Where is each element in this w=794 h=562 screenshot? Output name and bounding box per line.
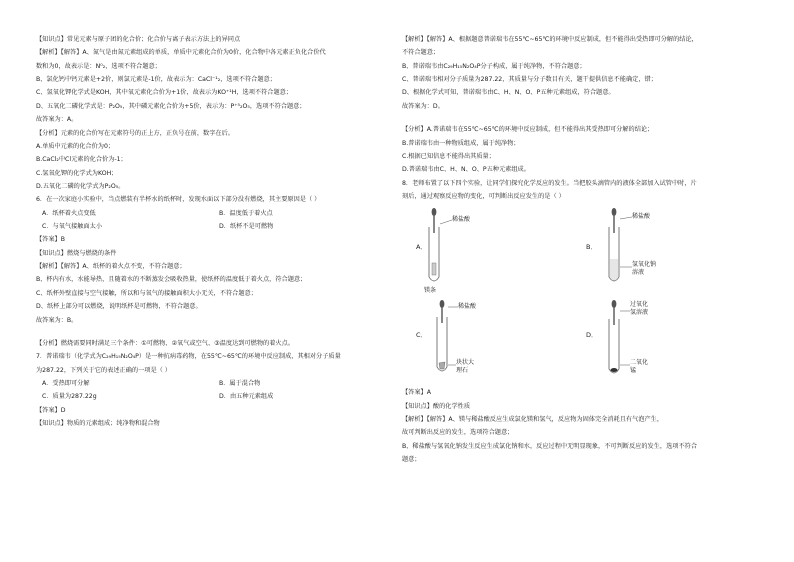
analysis-line: 数和为0，故表示是：N⁰₂，选项不符合题意； — [36, 62, 161, 70]
experiment-d — [582, 299, 742, 385]
option-d: D．纸杯不是可燃物 — [219, 223, 274, 231]
reagent-label: 稀盐酸 — [452, 216, 471, 224]
option-a: A．受热即可分解 — [42, 379, 90, 387]
dropper-test-tube-icon — [402, 299, 552, 385]
solid-label: 块状大理石 — [456, 359, 475, 375]
question-8-stem: 刻后，通过观察反应物的变化，可判断出反应发生的是（ ） — [402, 192, 565, 200]
answer-line: 故答案为：A。 — [36, 116, 78, 124]
reagent-label: 过氧化氢溶液 — [630, 301, 649, 317]
analysis-line: D、五氧化二磷化学式是：P₂O₅，其中磷元素化合价为+5价，表示为：P⁺⁵₂O₅，选项不符合题意； — [36, 102, 306, 110]
question-7-stem: 7．普诺瑞韦（化学式为C₂₉H₁₅N₂O₄P）是一种抗病毒药物，在55℃~65℃的环境中反应制成，其相对分子质量 — [36, 353, 341, 361]
experiment-b — [582, 207, 742, 295]
option-c: C．与氧气接触面太小 — [42, 223, 103, 231]
option-b: B．属于混合物 — [219, 379, 261, 387]
reagent-label: 稀盐酸 — [458, 303, 477, 311]
analysis-line: 题意； — [402, 456, 421, 464]
experiment-a — [402, 207, 552, 295]
option-letter: A． — [416, 243, 427, 252]
dropper-test-tube-icon — [402, 207, 552, 295]
knowledge-point: 【知识点】物质的元素组成；纯净物和混合物 — [36, 420, 160, 428]
analysis-line: 【解析】【解答】A、镁与稀盐酸反应生成氯化镁和氢气，反应物为固体完全消耗且有气泡产生， — [402, 416, 664, 424]
knowledge-point: 【知识点】燃烧与燃烧的条件 — [36, 249, 117, 257]
knowledge-point: 【知识点】常见元素与原子团的化合价；化合价与离子表示方法上的异同点 — [36, 36, 241, 43]
right-column — [402, 36, 764, 469]
analysis-line: 不符合题意； — [402, 49, 440, 57]
solution-label: 氢氧化钠溶液 — [632, 261, 657, 277]
explanation-line: C.氢氧化钾的化学式为KOH； — [36, 169, 118, 177]
solid-label: 镁条 — [424, 287, 437, 295]
left-column — [36, 36, 396, 433]
option-letter: D． — [586, 331, 598, 340]
analysis-line: D、根据化学式可知，普诺瑞韦由C、H、N、O、P五种元素组成，符合题意。 — [402, 89, 615, 97]
explanation-line: B.普诺瑞韦由一种物质组成，属于纯净物； — [402, 139, 520, 147]
question-6-options-row — [36, 223, 396, 231]
analysis-line: C、氢氧化钾化学式是KOH，其中氧元素化合价为+1价，故表示为KO⁺¹H，选项不符合题意； — [36, 89, 293, 97]
option-letter: B． — [586, 243, 597, 252]
question-6-stem: 6．在一次家庭小实验中，当点燃装有半杯水的纸杯时，发现水面以下部分没有燃烧，其主要原因是（ ） — [36, 196, 321, 204]
analysis-line: B、氯化钙中钙元素是+2价，则氯元素是-1价，故表示为：CaCl⁻¹₂，选项不符合题意； — [36, 76, 276, 84]
option-letter: C． — [416, 331, 428, 340]
analysis-line: C、普诺瑞韦相对分子质量为287.22，其质量与分子数目有关，题干提供信息不能确定，错； — [402, 76, 657, 84]
analysis-line: B、稀盐酸与氢氧化钠发生反应生成氯化钠和水，反应过程中无明显现象，不可判断反应的发生，选项不符合 — [402, 442, 698, 450]
explanation-line: D.五氧化二磷的化学式为P₂O₅。 — [36, 182, 125, 190]
answer-line: 【答案】B — [36, 236, 65, 244]
experiment-c — [402, 299, 552, 385]
answer-line: 故答案为：B。 — [36, 316, 78, 324]
explanation-line: 【分析】元素的化合价写在元素符号的正上方，正负号在前，数字在后。 — [36, 129, 234, 137]
analysis-line: D、纸杯上部分可以燃烧，说明纸杯是可燃物，不符合题意。 — [36, 303, 202, 311]
analysis-line: B、普诺瑞韦由C₂₉H₁₅N₂O₄P分子构成，属于纯净物，不符合题意； — [402, 62, 586, 70]
answer-line: 【答案】A — [402, 389, 431, 397]
explanation-line: C.根据已知信息不能得出其质量； — [402, 152, 495, 160]
knowledge-point: 【知识点】酸的化学性质 — [402, 402, 471, 410]
dropper-test-tube-icon — [582, 207, 742, 295]
option-b: B．温度低于着火点 — [219, 209, 273, 217]
question-6-options-row — [36, 210, 396, 218]
question-7-options-row — [36, 380, 396, 388]
solid-label: 二氧化锰 — [630, 359, 649, 375]
dropper-test-tube-icon — [582, 299, 742, 385]
explanation-line: A.单质中元素的化合价为0； — [36, 142, 115, 150]
answer-line: 故答案为：D。 — [402, 102, 444, 110]
analysis-line: 【解析】【解答】A、氮气是由氮元素组成的单质，单质中元素化合价为0价，化合物中各元素正负化合价代 — [36, 49, 326, 57]
option-c: C．质量为287.22g — [42, 393, 97, 401]
analysis-line: 【解析】【解答】A、根据题意普诺瑞韦在55℃~65℃的环境中反应制成，但不能得出受热即可分解的结论， — [402, 36, 698, 43]
question-7-stem: 为287.22，下列关于它的表述正确的一项是（ ） — [36, 366, 171, 374]
option-d: D．由五种元素组成 — [219, 393, 274, 401]
analysis-line: 故可判断出反应的发生，选项符合题意； — [402, 429, 514, 437]
question-8-stem: 8．老师布置了以下四个实验，让同学们探究化学反应的发生。当把胶头滴管内的液体全部加入试管中时，片 — [402, 179, 697, 187]
analysis-line: B、杯内有水，水能导热，且随着水的不断蒸发会吸收热量，使纸杯的温度低于着火点，符合题意； — [36, 276, 307, 284]
explanation-line: 【分析】A.普诺瑞韦在55℃~65℃的环境中反应制成，但不能得出其受热即可分解的结论； — [402, 126, 654, 134]
analysis-line: C、纸杯外壁直接与空气接触，所以和与氧气的接触面积大小无关，不符合题意； — [36, 289, 257, 297]
question-7-options-row — [36, 393, 396, 401]
analysis-line: 【解析】【解答】A、纸杯的着火点不变，不符合题意； — [36, 263, 186, 271]
explanation-line: B.CaCl₂中Cl元素的化合价为-1； — [36, 156, 127, 164]
answer-line: 【答案】D — [36, 406, 66, 414]
explanation-line: D.普诺瑞韦由C、H、N、O、P五种元素组成。 — [402, 166, 530, 174]
experiment-diagram — [402, 207, 764, 385]
explanation-line: 【分析】燃烧需要同时满足三个条件：①可燃物、②氧气或空气、③温度达到可燃物的着火点。 — [36, 339, 294, 347]
option-a: A．纸杯着火点变低 — [42, 209, 96, 217]
reagent-label: 稀盐酸 — [632, 213, 651, 221]
